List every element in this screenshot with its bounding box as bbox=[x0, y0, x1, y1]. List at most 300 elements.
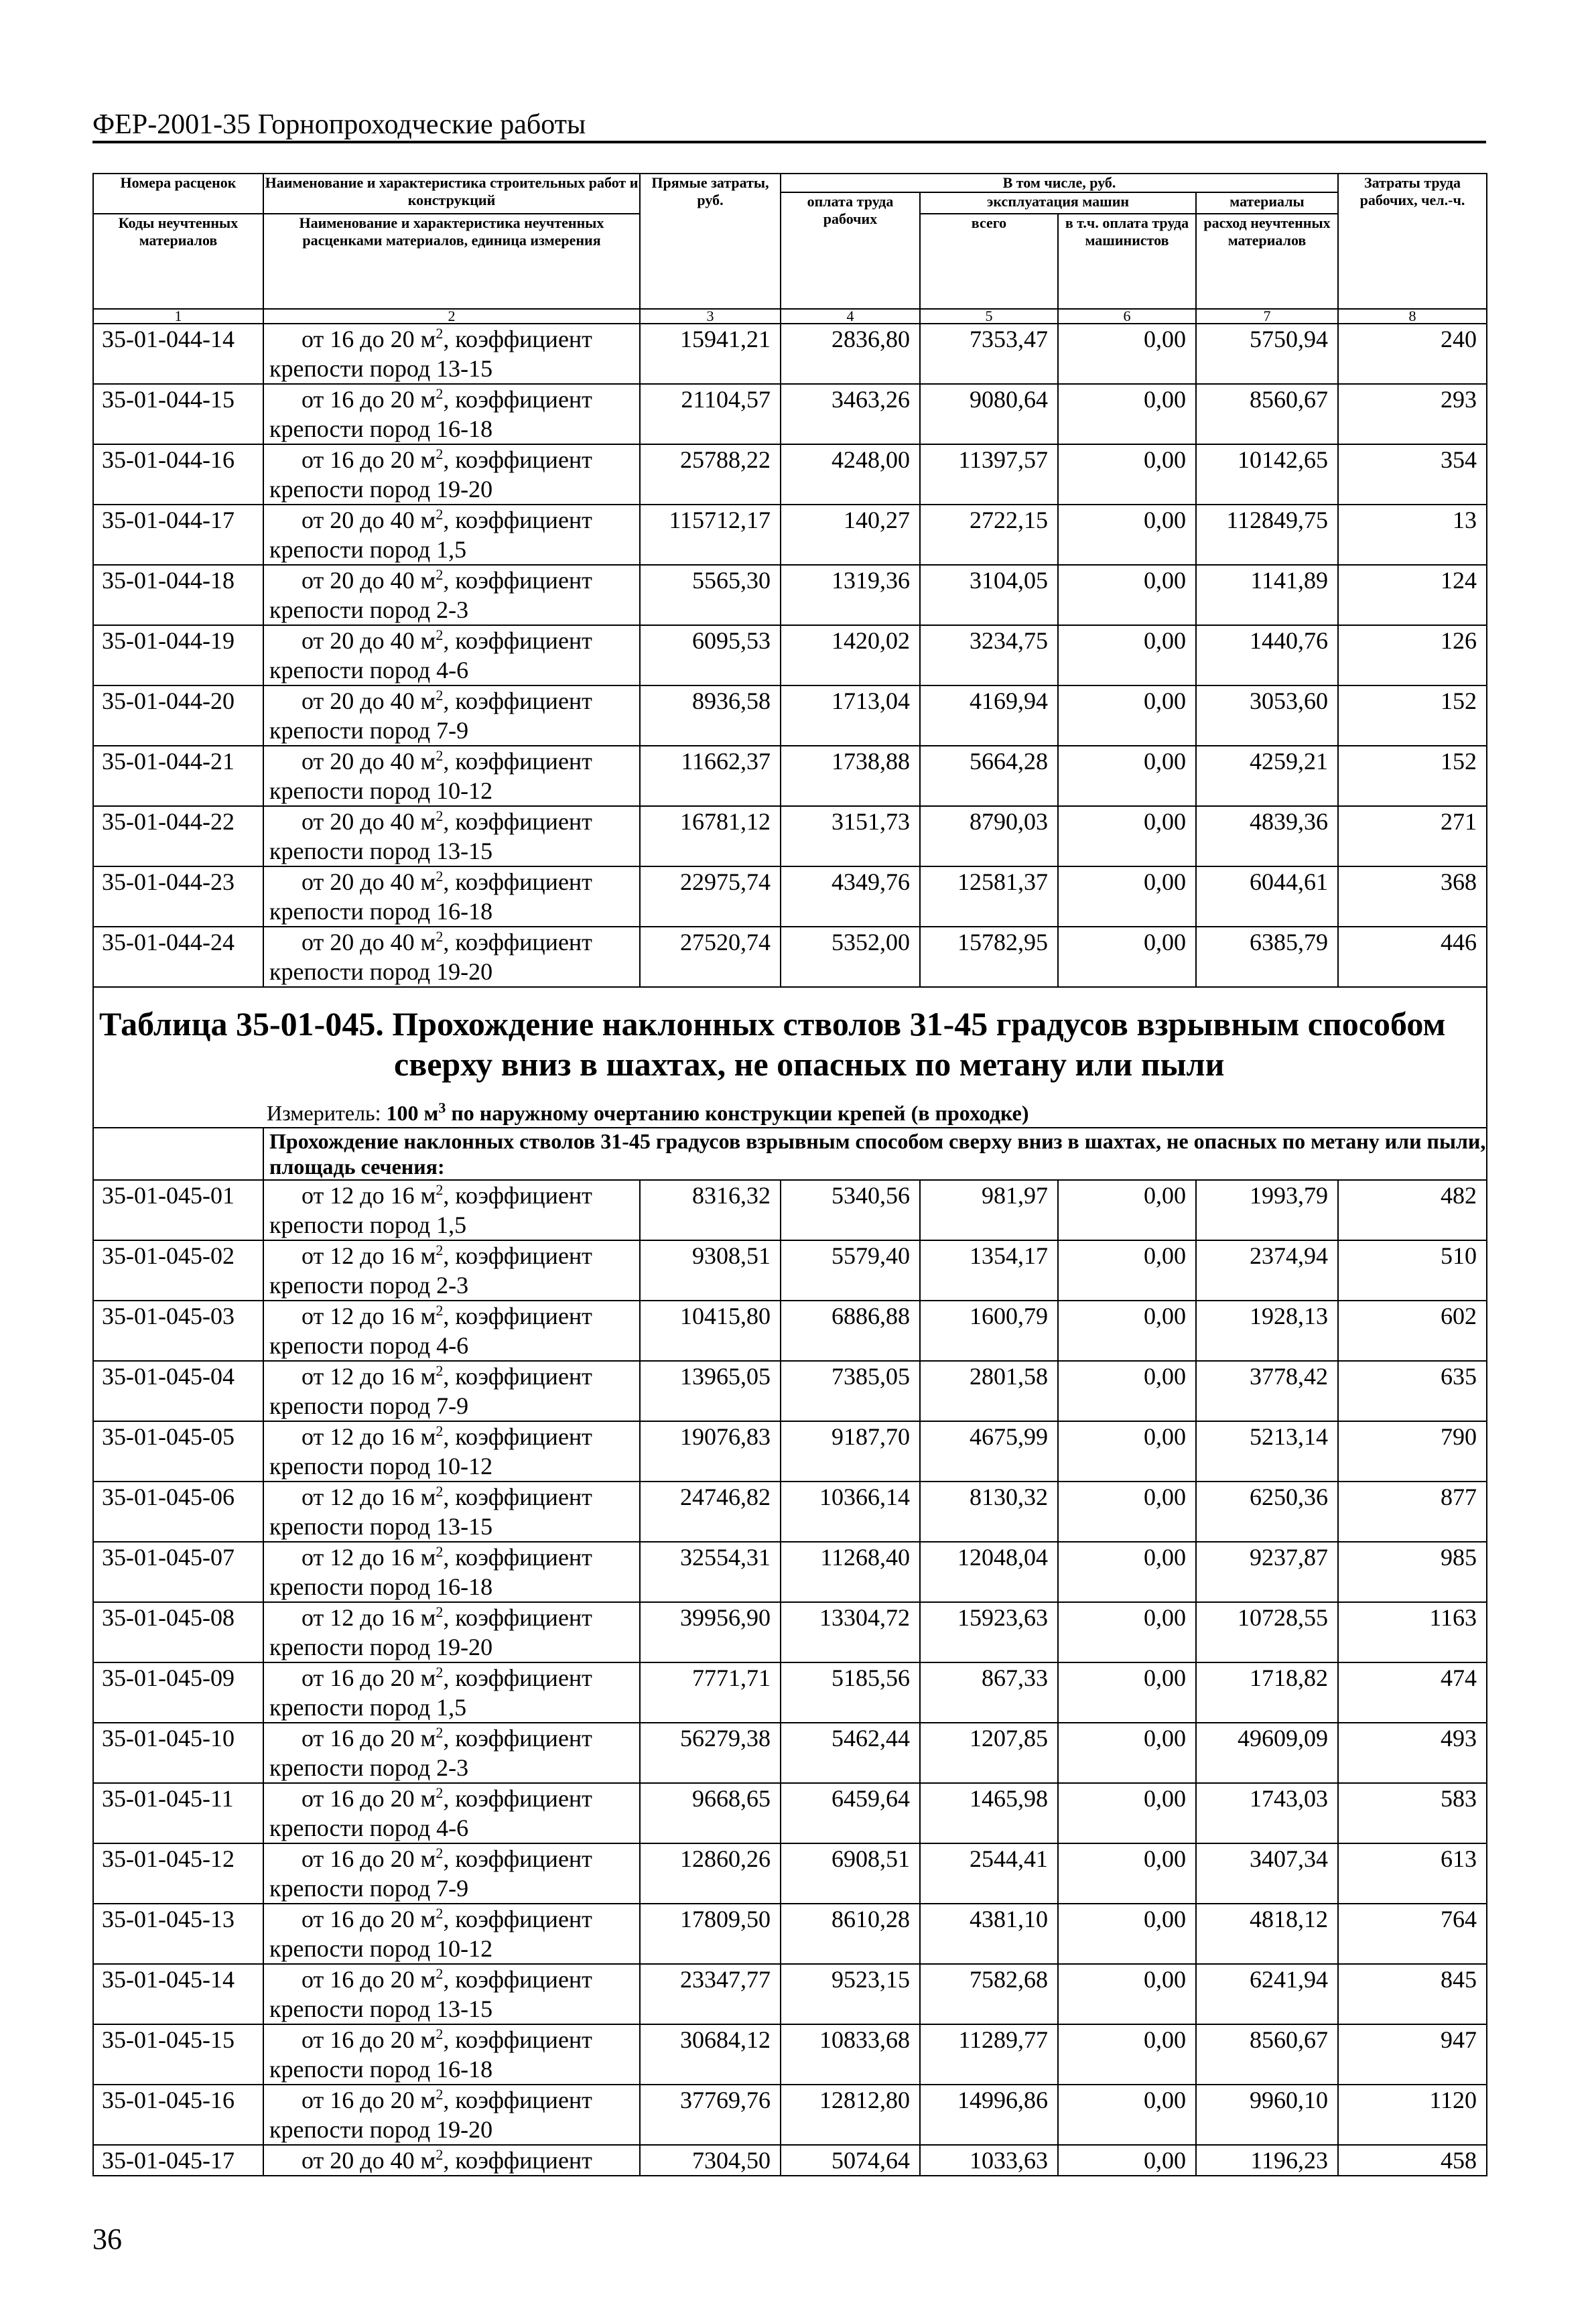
coefficient-label: , коэффициент bbox=[443, 326, 592, 352]
rock-hardness: крепости пород 19-20 bbox=[269, 476, 493, 503]
coefficient-label: , коэффициент bbox=[443, 1182, 592, 1209]
value-machines: 1207,85 bbox=[920, 1723, 1058, 1783]
area-range: от 12 до 16 м bbox=[302, 1484, 436, 1510]
rate-code: 35-01-045-17 bbox=[93, 2145, 263, 2176]
value-labor: 5462,44 bbox=[781, 1723, 920, 1783]
value-materials: 6241,94 bbox=[1196, 1964, 1338, 2024]
rock-hardness: крепости пород 16-18 bbox=[269, 1573, 493, 1600]
description-line-1 bbox=[269, 324, 639, 354]
value-machines: 5664,28 bbox=[920, 746, 1058, 806]
description-line-1 bbox=[269, 1362, 639, 1391]
value-materials: 5213,14 bbox=[1196, 1421, 1338, 1482]
area-range: от 12 до 16 м bbox=[302, 1303, 436, 1329]
rate-code: 35-01-045-12 bbox=[93, 1843, 263, 1904]
description-line-1 bbox=[269, 867, 639, 897]
value-operators: 0,00 bbox=[1058, 1904, 1196, 1964]
value-direct: 21104,57 bbox=[640, 384, 781, 444]
description-line-1 bbox=[269, 1723, 639, 1753]
header-material-codes: Коды неучтенных материалов bbox=[93, 214, 263, 309]
area-range: от 16 до 20 м bbox=[302, 1845, 436, 1872]
value-labor: 1319,36 bbox=[781, 565, 920, 625]
rock-hardness: крепости пород 4-6 bbox=[269, 1332, 469, 1359]
work-description bbox=[263, 1361, 640, 1421]
value-direct: 13965,05 bbox=[640, 1361, 781, 1421]
area-range: от 12 до 16 м bbox=[302, 1363, 436, 1390]
value-labor: 12812,80 bbox=[781, 2085, 920, 2145]
description-line-1 bbox=[269, 927, 639, 957]
value-direct: 19076,83 bbox=[640, 1421, 781, 1482]
value-operators: 0,00 bbox=[1058, 2085, 1196, 2145]
header-machines-total: всего bbox=[920, 214, 1058, 309]
value-direct: 25788,22 bbox=[640, 444, 781, 505]
header-work-name: Наименование и характеристика строительных работ и конструкций bbox=[263, 174, 640, 214]
measure-description: по наружному очертанию конструкции крепей (в проходке) bbox=[446, 1101, 1029, 1125]
value-direct: 30684,12 bbox=[640, 2024, 781, 2085]
unit-exponent: 2 bbox=[436, 1483, 444, 1500]
value-machines: 7353,47 bbox=[920, 324, 1058, 384]
value-materials: 6385,79 bbox=[1196, 927, 1338, 987]
area-range: от 16 до 20 м bbox=[302, 1785, 436, 1812]
coefficient-label: , коэффициент bbox=[443, 1484, 592, 1510]
value-machines: 12048,04 bbox=[920, 1542, 1058, 1602]
work-description bbox=[263, 1904, 640, 1964]
column-number: 3 bbox=[640, 309, 781, 324]
rate-code: 35-01-045-16 bbox=[93, 2085, 263, 2145]
unit-exponent: 2 bbox=[436, 1603, 444, 1620]
value-direct: 17809,50 bbox=[640, 1904, 781, 1964]
value-labor: 10366,14 bbox=[781, 1482, 920, 1542]
rate-code: 35-01-045-10 bbox=[93, 1723, 263, 1783]
coefficient-label: , коэффициент bbox=[443, 1544, 592, 1571]
value-direct: 7304,50 bbox=[640, 2145, 781, 2176]
unit-exponent: 2 bbox=[436, 627, 444, 643]
rate-code: 35-01-045-06 bbox=[93, 1482, 263, 1542]
rock-hardness: крепости пород 19-20 bbox=[269, 1634, 493, 1660]
table-row bbox=[93, 2024, 1487, 2085]
value-hours: 152 bbox=[1338, 685, 1487, 746]
value-labor: 11268,40 bbox=[781, 1542, 920, 1602]
value-operators: 0,00 bbox=[1058, 565, 1196, 625]
value-materials: 1718,82 bbox=[1196, 1662, 1338, 1723]
value-operators: 0,00 bbox=[1058, 1843, 1196, 1904]
value-labor: 7385,05 bbox=[781, 1361, 920, 1421]
rate-code: 35-01-044-23 bbox=[93, 866, 263, 927]
value-machines: 15782,95 bbox=[920, 927, 1058, 987]
unit-exponent: 2 bbox=[436, 1362, 444, 1379]
rate-code: 35-01-045-07 bbox=[93, 1542, 263, 1602]
unit-exponent: 2 bbox=[436, 1181, 444, 1198]
work-description bbox=[263, 2085, 640, 2145]
value-machines: 4169,94 bbox=[920, 685, 1058, 746]
value-materials: 8560,67 bbox=[1196, 384, 1338, 444]
description-line-1 bbox=[269, 566, 639, 595]
rock-hardness: крепости пород 4-6 bbox=[269, 657, 469, 683]
header-unaccounted-materials: расход неучтенных материалов bbox=[1196, 214, 1338, 309]
value-labor: 6886,88 bbox=[781, 1301, 920, 1361]
rate-code: 35-01-045-05 bbox=[93, 1421, 263, 1482]
value-hours: 482 bbox=[1338, 1180, 1487, 1240]
column-number: 1 bbox=[93, 309, 263, 324]
area-range: от 16 до 20 м bbox=[302, 1664, 436, 1691]
unit-exponent: 2 bbox=[436, 1905, 444, 1922]
value-machines: 4675,99 bbox=[920, 1421, 1058, 1482]
column-number: 8 bbox=[1338, 309, 1487, 324]
rate-code: 35-01-044-21 bbox=[93, 746, 263, 806]
rock-hardness: крепости пород 10-12 bbox=[269, 1453, 493, 1480]
value-machines: 867,33 bbox=[920, 1662, 1058, 1723]
value-direct: 12860,26 bbox=[640, 1843, 781, 1904]
description-line-1 bbox=[269, 1301, 639, 1331]
value-materials: 1928,13 bbox=[1196, 1301, 1338, 1361]
value-operators: 0,00 bbox=[1058, 1180, 1196, 1240]
value-materials: 4259,21 bbox=[1196, 746, 1338, 806]
coefficient-label: , коэффициент bbox=[443, 748, 592, 775]
value-operators: 0,00 bbox=[1058, 685, 1196, 746]
area-range: от 12 до 16 м bbox=[302, 1242, 436, 1269]
value-labor: 5185,56 bbox=[781, 1662, 920, 1723]
area-range: от 20 до 40 м bbox=[302, 868, 436, 895]
value-labor: 1738,88 bbox=[781, 746, 920, 806]
value-materials: 1743,03 bbox=[1196, 1783, 1338, 1843]
table-row bbox=[93, 2085, 1487, 2145]
work-description bbox=[263, 324, 640, 384]
description-line-1 bbox=[269, 445, 639, 474]
rate-code: 35-01-044-15 bbox=[93, 384, 263, 444]
coefficient-label: , коэффициент bbox=[443, 507, 592, 533]
work-description bbox=[263, 565, 640, 625]
area-range: от 16 до 20 м bbox=[302, 1906, 436, 1932]
value-operators: 0,00 bbox=[1058, 1421, 1196, 1482]
area-range: от 20 до 40 м bbox=[302, 567, 436, 594]
value-machines: 1033,63 bbox=[920, 2145, 1058, 2176]
table-row bbox=[93, 1602, 1487, 1662]
work-description bbox=[263, 1301, 640, 1361]
rock-hardness: крепости пород 13-15 bbox=[269, 838, 493, 864]
work-description bbox=[263, 1723, 640, 1783]
area-range: от 16 до 20 м bbox=[302, 386, 436, 413]
area-range: от 16 до 20 м bbox=[302, 446, 436, 473]
table-row bbox=[93, 1843, 1487, 1904]
value-materials: 5750,94 bbox=[1196, 324, 1338, 384]
unit-exponent: 2 bbox=[436, 807, 444, 824]
description-line-1 bbox=[269, 686, 639, 716]
coefficient-label: , коэффициент bbox=[443, 1604, 592, 1631]
rate-code: 35-01-044-16 bbox=[93, 444, 263, 505]
header-operator-pay: в т.ч. оплата труда машинистов bbox=[1058, 214, 1196, 309]
value-direct: 8316,32 bbox=[640, 1180, 781, 1240]
value-labor: 13304,72 bbox=[781, 1602, 920, 1662]
value-labor: 5352,00 bbox=[781, 927, 920, 987]
measure-unit bbox=[99, 1100, 1486, 1126]
value-hours: 764 bbox=[1338, 1904, 1487, 1964]
coefficient-label: , коэффициент bbox=[443, 1845, 592, 1872]
description-line-1 bbox=[269, 1844, 639, 1874]
coefficient-label: , коэффициент bbox=[443, 567, 592, 594]
work-description bbox=[263, 927, 640, 987]
unit-exponent: 2 bbox=[436, 2146, 444, 2163]
work-description bbox=[263, 746, 640, 806]
value-direct: 115712,17 bbox=[640, 505, 781, 565]
coefficient-label: , коэффициент bbox=[443, 808, 592, 835]
value-direct: 24746,82 bbox=[640, 1482, 781, 1542]
rate-code: 35-01-044-18 bbox=[93, 565, 263, 625]
unit-exponent: 2 bbox=[436, 446, 444, 462]
unit-exponent: 2 bbox=[436, 1242, 444, 1258]
value-labor: 8610,28 bbox=[781, 1904, 920, 1964]
table-row bbox=[93, 746, 1487, 806]
description-line-1 bbox=[269, 1904, 639, 1934]
value-operators: 0,00 bbox=[1058, 1240, 1196, 1301]
coefficient-label: , коэффициент bbox=[443, 1363, 592, 1390]
value-materials: 9960,10 bbox=[1196, 2085, 1338, 2145]
unit-exponent: 2 bbox=[436, 2086, 444, 2103]
value-direct: 23347,77 bbox=[640, 1964, 781, 2024]
table-row bbox=[93, 625, 1487, 685]
work-description bbox=[263, 1240, 640, 1301]
table-row bbox=[93, 444, 1487, 505]
table-row bbox=[93, 384, 1487, 444]
value-direct: 9308,51 bbox=[640, 1240, 781, 1301]
value-labor: 10833,68 bbox=[781, 2024, 920, 2085]
measure-value: 100 м bbox=[386, 1101, 439, 1125]
description-line-1 bbox=[269, 1663, 639, 1693]
unit-exponent: 2 bbox=[436, 1302, 444, 1319]
table-row bbox=[93, 1240, 1487, 1301]
unit-exponent: 2 bbox=[436, 506, 444, 523]
coefficient-label: , коэффициент bbox=[443, 446, 592, 473]
header-including: В том числе, руб. bbox=[781, 174, 1338, 192]
area-range: от 16 до 20 м bbox=[302, 1966, 436, 1993]
value-operators: 0,00 bbox=[1058, 1662, 1196, 1723]
area-range: от 20 до 40 м bbox=[302, 808, 436, 835]
rock-hardness: крепости пород 13-15 bbox=[269, 1995, 493, 2022]
value-hours: 124 bbox=[1338, 565, 1487, 625]
value-direct: 9668,65 bbox=[640, 1783, 781, 1843]
work-description bbox=[263, 2145, 640, 2176]
value-direct: 10415,80 bbox=[640, 1301, 781, 1361]
rock-hardness: крепости пород 2-3 bbox=[269, 1272, 469, 1299]
coefficient-label: , коэффициент bbox=[443, 1725, 592, 1752]
value-labor: 1420,02 bbox=[781, 625, 920, 685]
table-row bbox=[93, 927, 1487, 987]
value-materials: 49609,09 bbox=[1196, 1723, 1338, 1783]
rate-code: 35-01-045-11 bbox=[93, 1783, 263, 1843]
value-materials: 4818,12 bbox=[1196, 1904, 1338, 1964]
rock-hardness: крепости пород 7-9 bbox=[269, 717, 469, 744]
column-number: 6 bbox=[1058, 309, 1196, 324]
table-title-row bbox=[93, 987, 1487, 1128]
table-row bbox=[93, 2145, 1487, 2176]
rate-code: 35-01-045-09 bbox=[93, 1662, 263, 1723]
value-machines: 2544,41 bbox=[920, 1843, 1058, 1904]
table-row bbox=[93, 1662, 1487, 1723]
rate-code: 35-01-045-08 bbox=[93, 1602, 263, 1662]
description-line-1 bbox=[269, 1482, 639, 1512]
area-range: от 12 до 16 м bbox=[302, 1604, 436, 1631]
unit-exponent: 2 bbox=[436, 385, 444, 402]
rate-code: 35-01-044-24 bbox=[93, 927, 263, 987]
value-machines: 1600,79 bbox=[920, 1301, 1058, 1361]
work-description bbox=[263, 1421, 640, 1482]
coefficient-label: , коэффициент bbox=[443, 2087, 592, 2113]
rock-hardness: крепости пород 16-18 bbox=[269, 2056, 493, 2083]
work-description bbox=[263, 505, 640, 565]
work-description bbox=[263, 1482, 640, 1542]
description-line-1 bbox=[269, 2025, 639, 2054]
description-line-1 bbox=[269, 626, 639, 655]
value-machines: 3104,05 bbox=[920, 565, 1058, 625]
header-materials: материалы bbox=[1196, 192, 1338, 214]
description-line-1 bbox=[269, 1965, 639, 1994]
value-machines: 12581,37 bbox=[920, 866, 1058, 927]
column-number: 7 bbox=[1196, 309, 1338, 324]
value-labor: 4248,00 bbox=[781, 444, 920, 505]
unit-exponent: 2 bbox=[436, 566, 444, 583]
table-row bbox=[93, 1180, 1487, 1240]
value-hours: 635 bbox=[1338, 1361, 1487, 1421]
value-machines: 9080,64 bbox=[920, 384, 1058, 444]
value-materials: 6044,61 bbox=[1196, 866, 1338, 927]
value-operators: 0,00 bbox=[1058, 1301, 1196, 1361]
value-machines: 4381,10 bbox=[920, 1904, 1058, 1964]
page-number: 36 bbox=[92, 2223, 122, 2255]
unit-exponent: 2 bbox=[436, 1664, 444, 1681]
measure-label: Измеритель: bbox=[267, 1101, 381, 1125]
value-hours: 126 bbox=[1338, 625, 1487, 685]
value-labor: 3463,26 bbox=[781, 384, 920, 444]
value-machines: 14996,86 bbox=[920, 2085, 1058, 2145]
area-range: от 12 до 16 м bbox=[302, 1423, 436, 1450]
description-line-1 bbox=[269, 505, 639, 535]
rock-hardness: крепости пород 19-20 bbox=[269, 958, 493, 985]
value-labor: 6908,51 bbox=[781, 1843, 920, 1904]
value-operators: 0,00 bbox=[1058, 1542, 1196, 1602]
unit-exponent: 2 bbox=[436, 1965, 444, 1982]
value-hours: 583 bbox=[1338, 1783, 1487, 1843]
column-number: 4 bbox=[781, 309, 920, 324]
rate-code: 35-01-044-17 bbox=[93, 505, 263, 565]
value-machines: 981,97 bbox=[920, 1180, 1058, 1240]
area-range: от 16 до 20 м bbox=[302, 326, 436, 352]
rock-hardness: крепости пород 16-18 bbox=[269, 415, 493, 442]
value-operators: 0,00 bbox=[1058, 1361, 1196, 1421]
work-description bbox=[263, 1180, 640, 1240]
value-machines: 1354,17 bbox=[920, 1240, 1058, 1301]
column-numbers-row bbox=[93, 309, 1487, 324]
table-row bbox=[93, 1723, 1487, 1783]
table-row bbox=[93, 505, 1487, 565]
value-operators: 0,00 bbox=[1058, 324, 1196, 384]
value-materials: 2374,94 bbox=[1196, 1240, 1338, 1301]
value-hours: 493 bbox=[1338, 1723, 1487, 1783]
table-title bbox=[93, 987, 1487, 1128]
description-line-1 bbox=[269, 1543, 639, 1572]
work-description bbox=[263, 625, 640, 685]
value-materials: 10142,65 bbox=[1196, 444, 1338, 505]
table-row bbox=[93, 1421, 1487, 1482]
rate-code: 35-01-045-14 bbox=[93, 1964, 263, 2024]
table-title-line-2: сверху вниз в шахтах, не опасных по метану или пыли bbox=[394, 1045, 1225, 1083]
coefficient-label: , коэффициент bbox=[443, 1785, 592, 1812]
rate-code: 35-01-045-13 bbox=[93, 1904, 263, 1964]
unit-exponent: 2 bbox=[436, 868, 444, 884]
description-line-1 bbox=[269, 1603, 639, 1632]
value-materials: 3778,42 bbox=[1196, 1361, 1338, 1421]
value-direct: 32554,31 bbox=[640, 1542, 781, 1602]
rock-hardness: крепости пород 19-20 bbox=[269, 2116, 493, 2143]
value-machines: 15923,63 bbox=[920, 1602, 1058, 1662]
table-row bbox=[93, 1964, 1487, 2024]
value-labor: 9187,70 bbox=[781, 1421, 920, 1482]
rock-hardness: крепости пород 10-12 bbox=[269, 1935, 493, 1962]
description-line-1 bbox=[269, 807, 639, 836]
area-range: от 20 до 40 м bbox=[302, 929, 436, 956]
value-operators: 0,00 bbox=[1058, 1964, 1196, 2024]
subheader-empty bbox=[93, 1128, 263, 1180]
measure-exponent: 3 bbox=[438, 1099, 446, 1116]
value-operators: 0,00 bbox=[1058, 746, 1196, 806]
rock-hardness: крепости пород 1,5 bbox=[269, 1211, 467, 1238]
value-labor: 3151,73 bbox=[781, 806, 920, 866]
coefficient-label: , коэффициент bbox=[443, 868, 592, 895]
coefficient-label: , коэффициент bbox=[443, 1664, 592, 1691]
value-operators: 0,00 bbox=[1058, 2024, 1196, 2085]
unit-exponent: 2 bbox=[436, 325, 444, 342]
unit-exponent: 2 bbox=[436, 687, 444, 704]
value-operators: 0,00 bbox=[1058, 866, 1196, 927]
area-range: от 16 до 20 м bbox=[302, 2026, 436, 2053]
table-row bbox=[93, 324, 1487, 384]
work-description bbox=[263, 866, 640, 927]
value-direct: 15941,21 bbox=[640, 324, 781, 384]
rock-hardness: крепости пород 7-9 bbox=[269, 1875, 469, 1902]
coefficient-label: , коэффициент bbox=[443, 386, 592, 413]
area-range: от 20 до 40 м bbox=[302, 748, 436, 775]
table-row bbox=[93, 1783, 1487, 1843]
description-line-1 bbox=[269, 1241, 639, 1270]
coefficient-label: , коэффициент bbox=[443, 1423, 592, 1450]
rock-hardness: крепости пород 10-12 bbox=[269, 777, 493, 804]
rate-code: 35-01-045-15 bbox=[93, 2024, 263, 2085]
value-labor: 4349,76 bbox=[781, 866, 920, 927]
value-hours: 458 bbox=[1338, 2145, 1487, 2176]
value-labor: 5074,64 bbox=[781, 2145, 920, 2176]
value-machines: 1465,98 bbox=[920, 1783, 1058, 1843]
rock-hardness: крепости пород 13-15 bbox=[269, 355, 493, 382]
section-subheader-row bbox=[93, 1128, 1487, 1180]
coefficient-label: , коэффициент bbox=[443, 2026, 592, 2053]
value-materials: 1141,89 bbox=[1196, 565, 1338, 625]
work-description bbox=[263, 1662, 640, 1723]
value-hours: 877 bbox=[1338, 1482, 1487, 1542]
value-operators: 0,00 bbox=[1058, 1723, 1196, 1783]
value-materials: 8560,67 bbox=[1196, 2024, 1338, 2085]
value-machines: 3234,75 bbox=[920, 625, 1058, 685]
rock-hardness: крепости пород 4-6 bbox=[269, 1815, 469, 1841]
value-hours: 602 bbox=[1338, 1301, 1487, 1361]
value-hours: 1120 bbox=[1338, 2085, 1487, 2145]
work-description bbox=[263, 806, 640, 866]
value-direct: 37769,76 bbox=[640, 2085, 781, 2145]
table-row bbox=[93, 1904, 1487, 1964]
value-materials: 112849,75 bbox=[1196, 505, 1338, 565]
value-materials: 1993,79 bbox=[1196, 1180, 1338, 1240]
description-line-1 bbox=[269, 746, 639, 776]
value-hours: 1163 bbox=[1338, 1602, 1487, 1662]
table-row bbox=[93, 1361, 1487, 1421]
area-range: от 16 до 20 м bbox=[302, 2087, 436, 2113]
value-direct: 6095,53 bbox=[640, 625, 781, 685]
